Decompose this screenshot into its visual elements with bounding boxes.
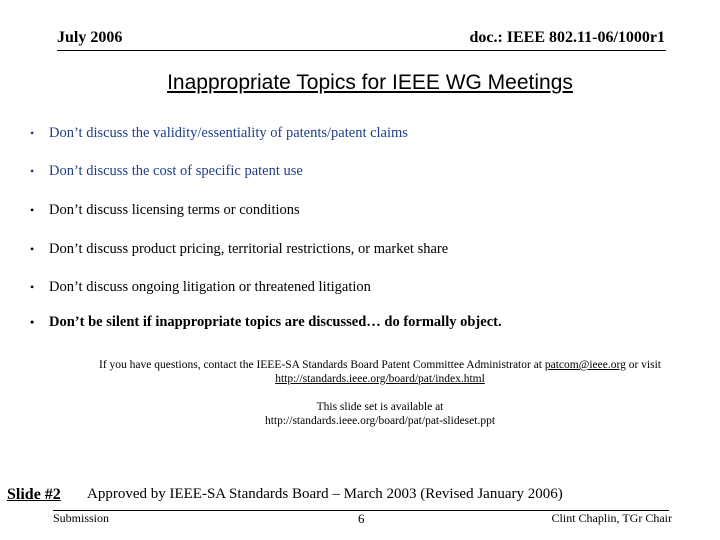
bullet-text: Don’t be silent if inappropriate topics are discussed… do formally object.	[49, 314, 502, 330]
contact-note-text: If you have questions, contact the IEEE-SA Standards Board Patent Committee Administrator at	[99, 359, 545, 371]
bullet-text: Don’t discuss licensing terms or conditions	[49, 202, 300, 218]
bullet-text: Don’t discuss the validity/essentiality of patents/patent claims	[49, 125, 408, 141]
slideset-note-text: This slide set is available at	[316, 401, 444, 413]
patcom-email-link[interactable]: patcom@ieee.org	[544, 359, 626, 371]
slideset-url: http://standards.ieee.org/board/pat/pat-slideset.ppt	[264, 415, 496, 427]
slide-number: Slide #2	[7, 486, 61, 503]
slideset-note	[0, 400, 720, 428]
header-date: July 2006	[57, 29, 123, 46]
footer-submission: Submission	[53, 511, 110, 525]
bullet-item	[30, 314, 502, 331]
bullet-item	[30, 202, 300, 219]
footer-author: Clint Chaplin, TGr Chair	[551, 511, 672, 525]
bullet-text: Don’t discuss the cost of specific patent use	[49, 163, 303, 179]
header-doc-number: doc.: IEEE 802.11-06/1000r1	[469, 29, 665, 46]
bullet-dot-icon: •	[30, 242, 35, 256]
bullet-dot-icon: •	[30, 280, 35, 294]
approval-note: Approved by IEEE-SA Standards Board – March 2003 (Revised January 2006)	[87, 486, 563, 502]
slide-title: Inappropriate Topics for IEEE WG Meetings	[167, 71, 573, 94]
header-divider	[57, 50, 666, 51]
bullet-dot-icon: •	[30, 126, 35, 140]
bullet-text: Don’t discuss product pricing, territorial restrictions, or market share	[49, 241, 449, 257]
bullet-item	[30, 279, 371, 296]
bullet-item	[30, 241, 448, 258]
patent-index-link[interactable]: http://standards.ieee.org/board/pat/index.html	[275, 373, 485, 385]
contact-note-suffix: or visit	[625, 359, 661, 371]
bullet-dot-icon: •	[30, 315, 35, 329]
bullet-dot-icon: •	[30, 203, 35, 217]
bullet-text: Don’t discuss ongoing litigation or threatened litigation	[49, 279, 371, 295]
footer-page-number: 6	[358, 511, 365, 526]
bullet-item	[30, 163, 303, 180]
bullet-item	[30, 125, 408, 142]
contact-note	[0, 358, 720, 386]
bullet-dot-icon: •	[30, 164, 35, 178]
